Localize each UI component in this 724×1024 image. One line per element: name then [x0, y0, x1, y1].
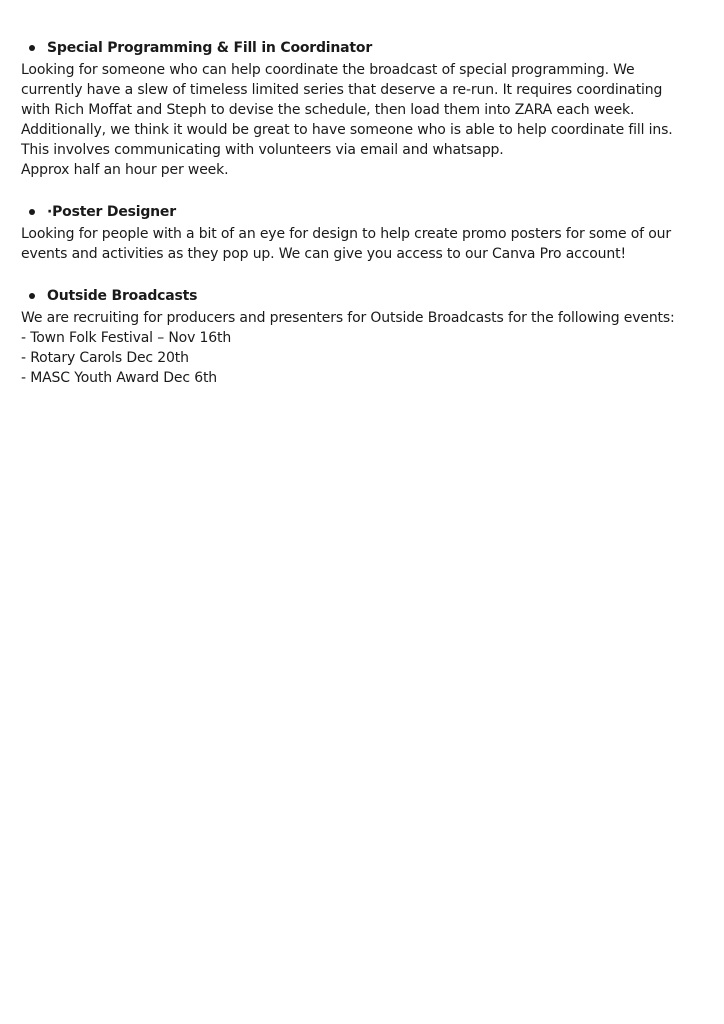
document-page [21, 36, 711, 408]
section-heading-row [21, 284, 711, 308]
section-heading: Special Programming & Fill in Coordinator [47, 40, 373, 56]
bullet-icon [29, 293, 35, 299]
list-item: - Town Folk Festival – Nov 16th [21, 330, 232, 346]
body-line: events and activities as they pop up. We can give you access to our Canva Pro account! [21, 246, 626, 262]
section-heading: Outside Broadcasts [47, 288, 198, 304]
section-special-programming [21, 36, 711, 180]
body-line: Additionally, we think it would be great to have someone who is able to help coordinate fill ins. [21, 122, 673, 138]
body-line: with Rich Moffat and Steph to devise the schedule, then load them into ZARA each week. [21, 102, 635, 118]
section-heading-row [21, 36, 711, 60]
bullet-icon [29, 209, 35, 215]
body-line: Approx half an hour per week. [21, 162, 229, 178]
list-item: - Rotary Carols Dec 20th [21, 350, 189, 366]
section-poster-designer [21, 200, 711, 264]
body-line: We are recruiting for producers and presenters for Outside Broadcasts for the following events: [21, 310, 675, 326]
section-heading-row [21, 200, 711, 224]
section-heading: ·Poster Designer [47, 204, 176, 220]
body-line: Looking for someone who can help coordinate the broadcast of special programming. We [21, 62, 635, 78]
bullet-icon [29, 45, 35, 51]
body-line: Looking for people with a bit of an eye for design to help create promo posters for some of our [21, 226, 671, 242]
list-item: - MASC Youth Award Dec 6th [21, 370, 218, 386]
section-outside-broadcasts [21, 284, 711, 388]
body-line: This involves communicating with volunteers via email and whatsapp. [21, 142, 504, 158]
body-line: currently have a slew of timeless limited series that deserve a re-run. It requires coordinating [21, 82, 663, 98]
